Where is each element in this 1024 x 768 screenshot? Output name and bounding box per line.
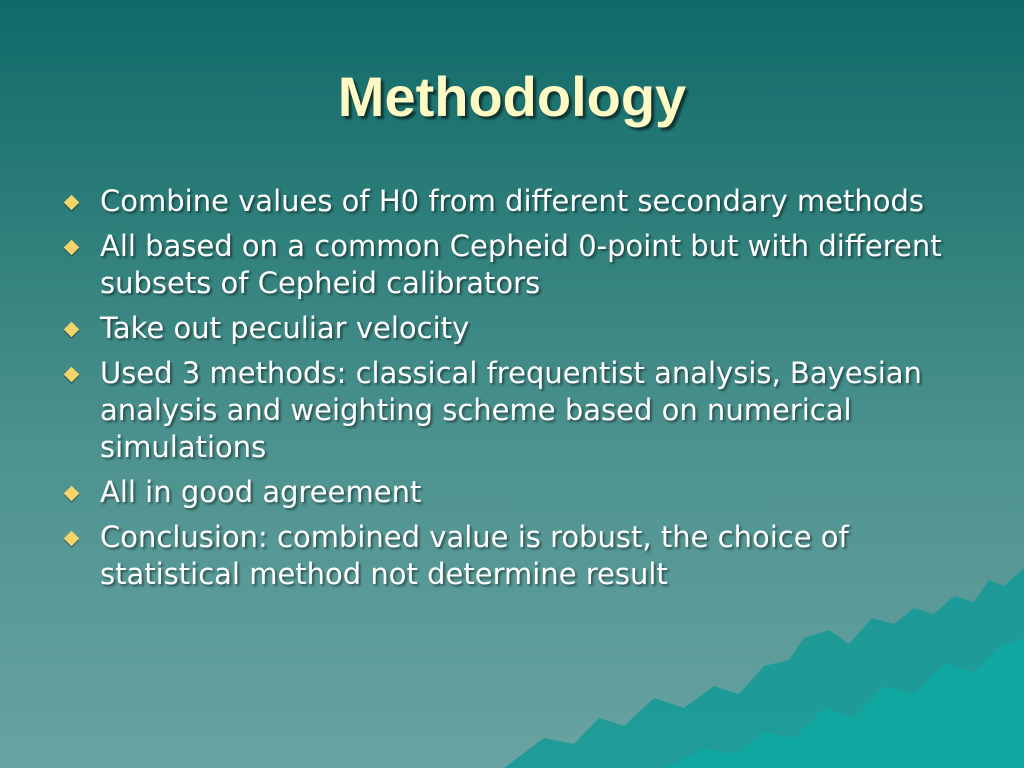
diamond-icon xyxy=(64,322,80,338)
bullet-item xyxy=(62,474,962,511)
bullet-item xyxy=(62,310,962,347)
bullet-item xyxy=(62,183,962,220)
mountain-decoration xyxy=(504,568,1024,768)
bullet-text: Combine values of H0 from different secondary methods xyxy=(100,184,925,218)
slide-title: Methodology xyxy=(337,65,687,128)
bullet-text: All based on a common Cepheid 0-point but with different subsets of Cepheid calibrators xyxy=(100,229,942,300)
bullet-text: Take out peculiar velocity xyxy=(100,311,470,345)
diamond-icon xyxy=(64,240,80,256)
diamond-icon xyxy=(64,486,80,502)
bullet-list xyxy=(62,183,962,601)
bullet-item xyxy=(62,355,962,466)
diamond-icon xyxy=(64,195,80,211)
bullet-text: Conclusion: combined value is robust, the choice of statistical method not determine result xyxy=(100,520,849,591)
bullet-text: Used 3 methods: classical frequentist analysis, Bayesian analysis and weighting scheme based on numerical simulations xyxy=(100,356,922,464)
bullet-text: All in good agreement xyxy=(100,475,422,509)
diamond-icon xyxy=(64,531,80,547)
diamond-icon xyxy=(64,367,80,383)
bullet-item xyxy=(62,228,962,302)
